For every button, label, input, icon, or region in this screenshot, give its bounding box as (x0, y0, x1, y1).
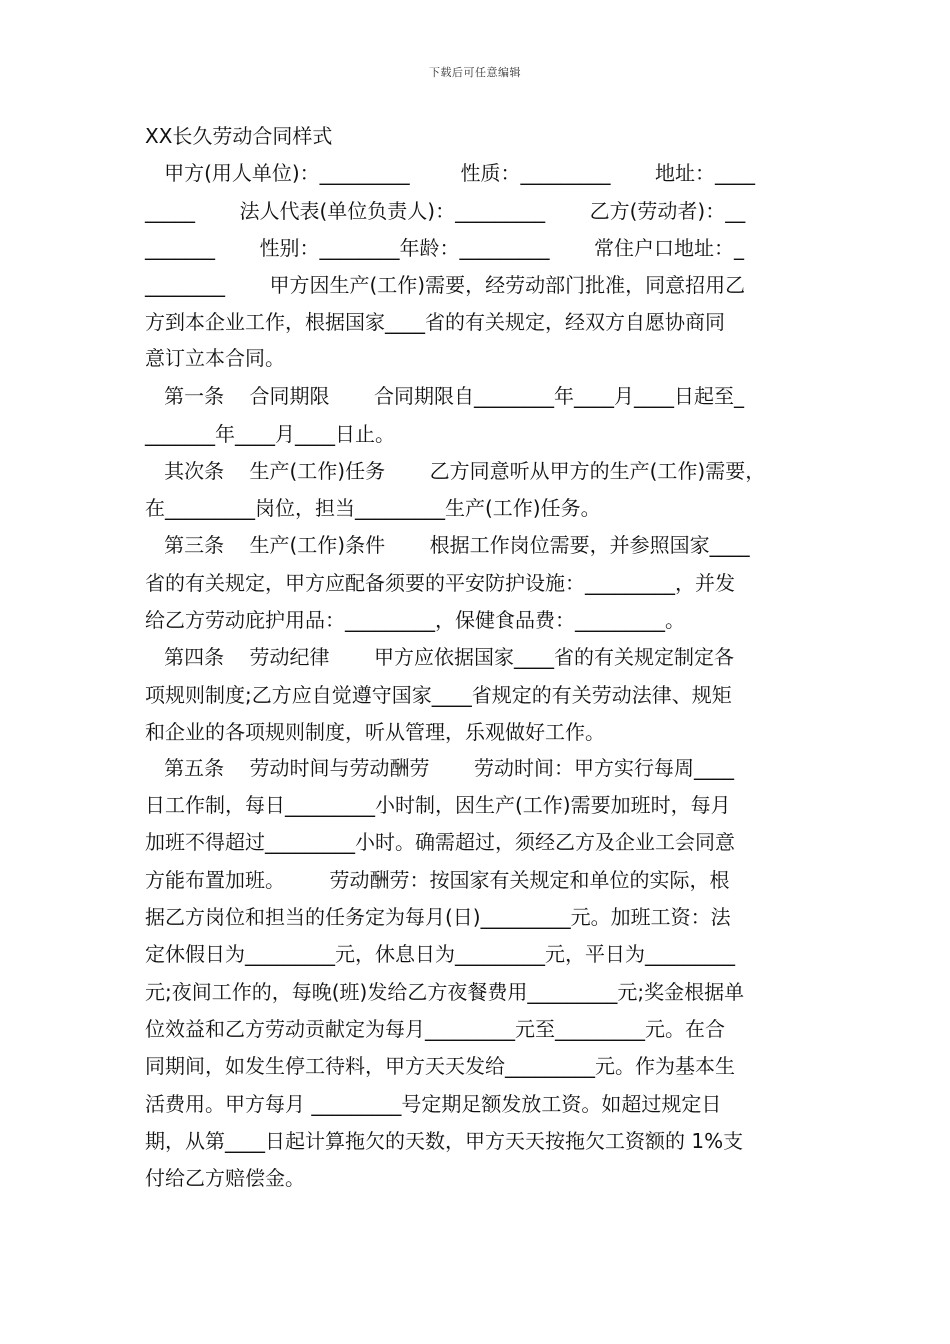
document-line: 和企业的各项规则制度，听从管理，乐观做好工作。 (145, 720, 605, 744)
document-line: 给乙方劳动庇护用品：_________，保健食品费：_________。 (145, 608, 685, 632)
document-line: 付给乙方赔偿金。 (145, 1166, 305, 1190)
document-line: 省的有关规定，甲方应配备须要的平安防护设施：_________，并发 (145, 571, 735, 595)
document-line: 第四条 劳动纪律 甲方应依据国家____省的有关规定制定各 (145, 645, 735, 669)
document-line: ________ 甲方因生产(工作)需要，经劳动部门批准，同意招用乙 (145, 273, 746, 297)
document-line: 日工作制，每日_________小时制，因生产(工作)需要加班时，每月 (145, 793, 731, 817)
document-line: 其次条 生产(工作)任务 乙方同意听从甲方的生产(工作)需要， (145, 459, 766, 483)
document-line: 加班不得超过_________小时。确需超过，须经乙方及企业工会同意 (145, 830, 735, 854)
document-line: _______年____月____日止。 (145, 422, 395, 446)
document-line: 期，从第____日起计算拖欠的天数，甲方天天按拖欠工资额的 1%支 (145, 1129, 744, 1153)
document-line: 活费用。甲方每月 _________号定期足额发放工资。如超过规定日 (145, 1092, 722, 1116)
page-header-note: 下载后可任意编辑 (429, 66, 521, 79)
document-line: 据乙方岗位和担当的任务定为每月(日)_________元。加班工资：法 (145, 905, 731, 929)
document-line: 在_________岗位，担当_________生产(工作)任务。 (145, 496, 601, 520)
document-line: 定休假日为_________元，休息日为_________元，平日为_________ (145, 942, 735, 966)
document-line: 同期间，如发生停工待料，甲方天天发给_________元。作为基本生 (145, 1054, 735, 1078)
document-line: 第三条 生产(工作)条件 根据工作岗位需要，并参照国家____ (145, 533, 750, 557)
document-line: 方到本企业工作，根据国家____省的有关规定，经双方自愿协商同 (145, 310, 725, 334)
document-line: _______ 性别：________年龄：_________ 常住户口地址：_ (145, 236, 745, 260)
document-line: 方能布置加班。 劳动酬劳：按国家有关规定和单位的实际，根 (145, 868, 730, 892)
document-line: 第一条 合同期限 合同期限自________年____月____日起至_ (145, 384, 745, 408)
document-line: 位效益和乙方劳动贡献定为每月_________元至_________元。在合 (145, 1017, 725, 1041)
document-title: XX长久劳动合同样式 (145, 124, 333, 148)
document-line: 元;夜间工作的，每晚(班)发给乙方夜餐费用_________元;奖金根据单 (145, 980, 745, 1004)
document-line: 项规则制度;乙方应自觉遵守国家____省规定的有关劳动法律、规矩 (145, 683, 732, 707)
document-line: _____ 法人代表(单位负责人)：_________ 乙方(劳动者)：__ (145, 199, 746, 223)
document-line: 甲方(用人单位)：_________ 性质：_________ 地址：____ (145, 161, 756, 185)
document-line: 第五条 劳动时间与劳动酬劳 劳动时间：甲方实行每周____ (145, 756, 735, 780)
document-line: 意订立本合同。 (145, 346, 285, 370)
